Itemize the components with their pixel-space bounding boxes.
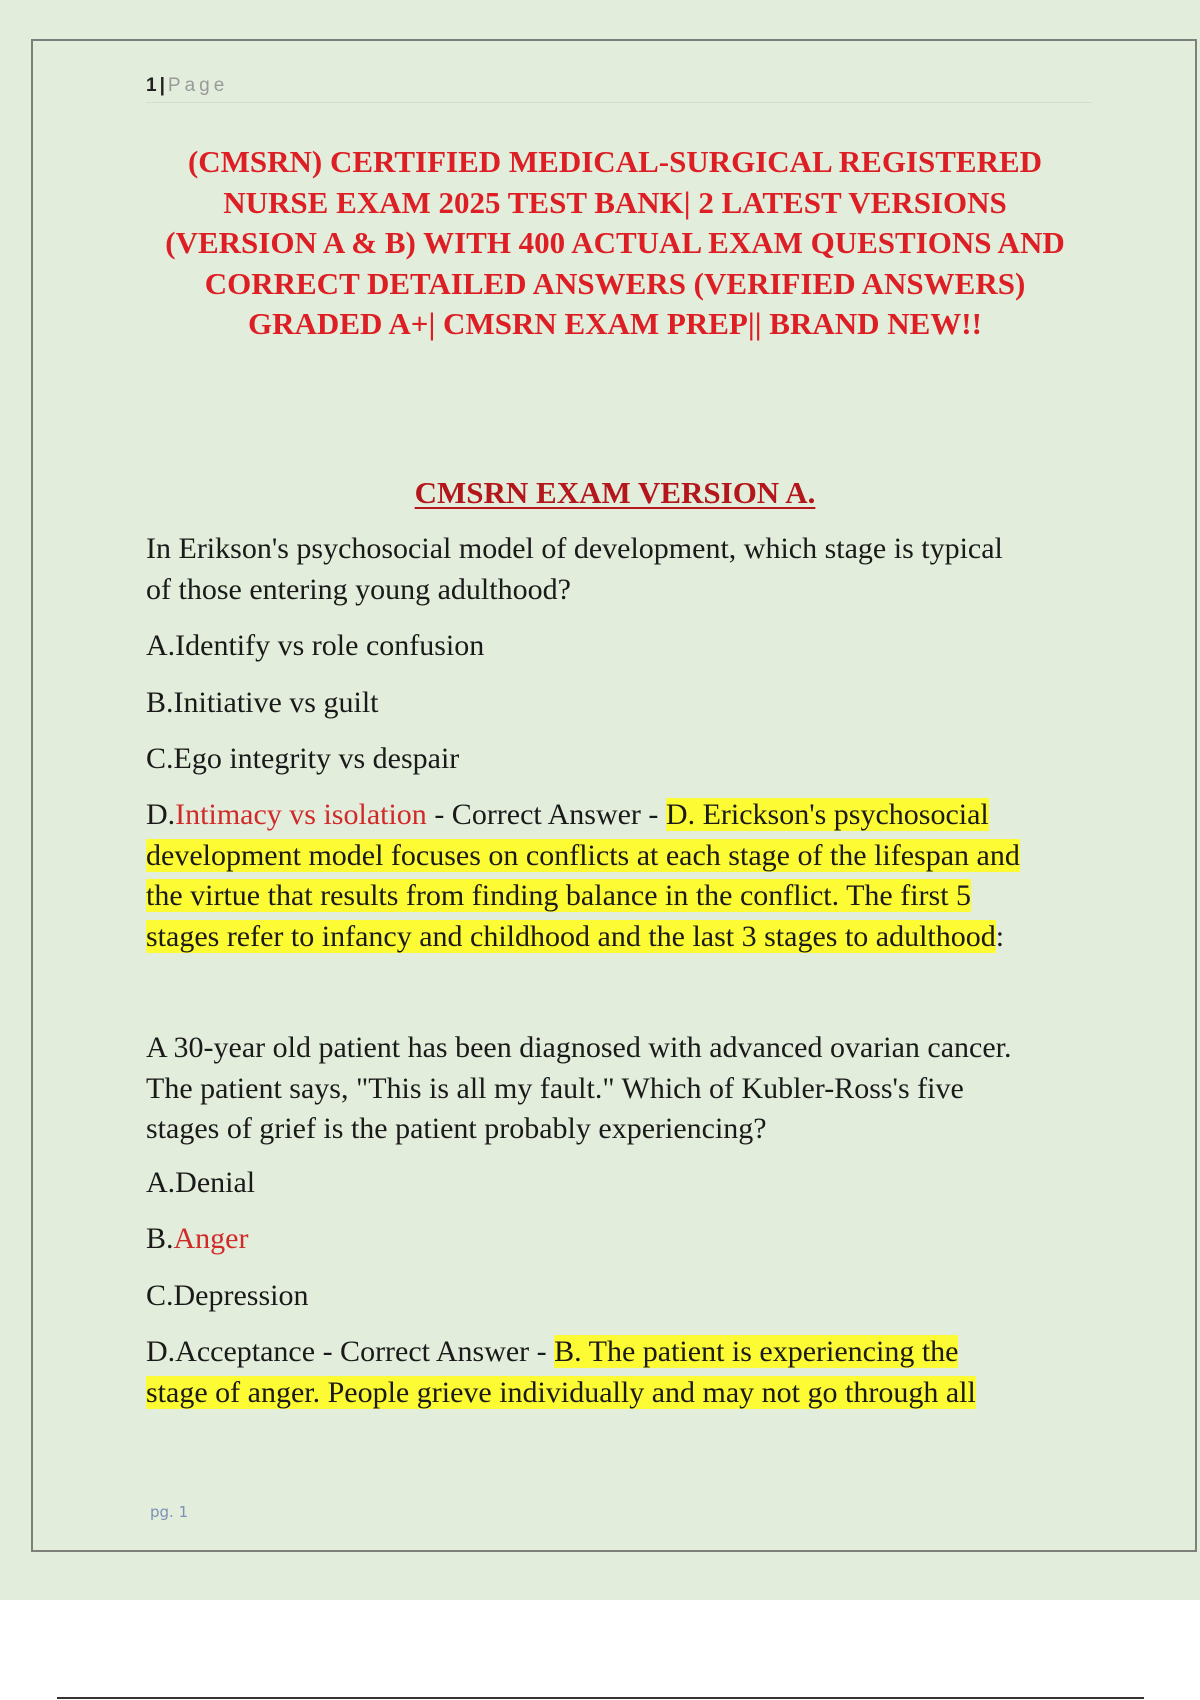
option-d-line <box>146 1332 1096 1373</box>
option-text: A.Denial <box>146 1166 256 1199</box>
question-text-line: of those entering young adulthood? <box>146 572 571 606</box>
correct-option-text: Anger <box>173 1222 249 1255</box>
question-1 <box>146 529 1096 610</box>
correct-answer-label: - Correct Answer - <box>426 798 666 831</box>
page-separator: | <box>159 75 165 96</box>
explanation-line <box>146 917 1096 958</box>
question-text-line: A 30-year old patient has been diagnosed with advanced ovarian cancer. <box>146 1031 1012 1064</box>
title-line: NURSE EXAM 2025 TEST BANK| 2 LATEST VERSIONS <box>223 184 1007 220</box>
title-line: (CMSRN) CERTIFIED MEDICAL-SURGICAL REGISTERED <box>187 144 1043 179</box>
option-b-prefix: B. <box>146 1222 174 1255</box>
option-text: A.Identify vs role confusion <box>146 629 485 662</box>
answer-explanation: B. The patient is experiencing the <box>554 1335 959 1368</box>
title-line: GRADED A+| CMSRN EXAM PREP|| BRAND NEW!! <box>248 306 982 341</box>
title-line: CORRECT DETAILED ANSWERS (VERIFIED ANSWERS) <box>204 265 1026 301</box>
answer-explanation: the virtue that results from finding balance in the conflict. The first 5 <box>146 879 972 912</box>
question-2-option-a <box>146 1164 1096 1202</box>
explanation-line <box>146 836 1096 877</box>
question-2-option-c <box>146 1277 1096 1315</box>
answer-explanation: development model focuses on conflicts at each stage of the lifespan and <box>146 838 1020 872</box>
option-d-prefix: D. <box>146 798 176 831</box>
page-number: 1 <box>146 75 157 96</box>
explanation-line <box>146 876 1096 917</box>
option-text: B.Initiative vs guilt <box>146 686 379 719</box>
answer-explanation: stages refer to infancy and childhood and the last 3 stages to adulthood <box>146 919 996 953</box>
page-word: Page <box>167 75 229 96</box>
question-1-option-c <box>146 740 1096 778</box>
section-heading-text: CMSRN EXAM VERSION A. <box>414 475 816 510</box>
option-text: C.Ego integrity vs despair <box>146 742 460 775</box>
question-2-option-d-with-answer <box>146 1332 1096 1413</box>
explanation-line <box>146 1373 1096 1414</box>
title-line: (VERSION A & B) WITH 400 ACTUAL EXAM QUESTIONS AND <box>165 225 1065 260</box>
question-text-line: In Erikson's psychosocial model of development, which stage is typical <box>146 532 1003 565</box>
document-title <box>140 142 1090 345</box>
option-b-line <box>146 1220 1096 1258</box>
question-text-line: stages of grief is the patient probably experiencing? <box>146 1112 767 1145</box>
page-footer-number: pg. 1 <box>150 1503 189 1521</box>
section-heading <box>140 474 1090 512</box>
question-1-option-d-with-answer <box>146 795 1096 957</box>
page-header <box>146 73 1092 103</box>
answer-explanation: stage of anger. People grieve individually and may not go through all <box>146 1375 976 1409</box>
option-text: C.Depression <box>146 1279 309 1312</box>
correct-answer-label: - Correct Answer - <box>315 1335 555 1368</box>
bottom-divider <box>57 1697 1144 1699</box>
question-1-option-b <box>146 684 1096 722</box>
option-d-text: D.Acceptance <box>146 1335 316 1368</box>
option-d-line <box>146 795 1096 836</box>
question-2 <box>146 1028 1096 1150</box>
question-2-option-b <box>146 1220 1096 1258</box>
correct-option-text: Intimacy vs isolation <box>175 798 427 831</box>
question-1-option-a <box>146 627 1096 665</box>
question-text-line: The patient says, "This is all my fault." Which of Kubler-Ross's five <box>146 1071 964 1105</box>
explanation-end: : <box>995 919 1005 953</box>
answer-explanation: D. Erickson's psychosocial <box>665 798 989 831</box>
